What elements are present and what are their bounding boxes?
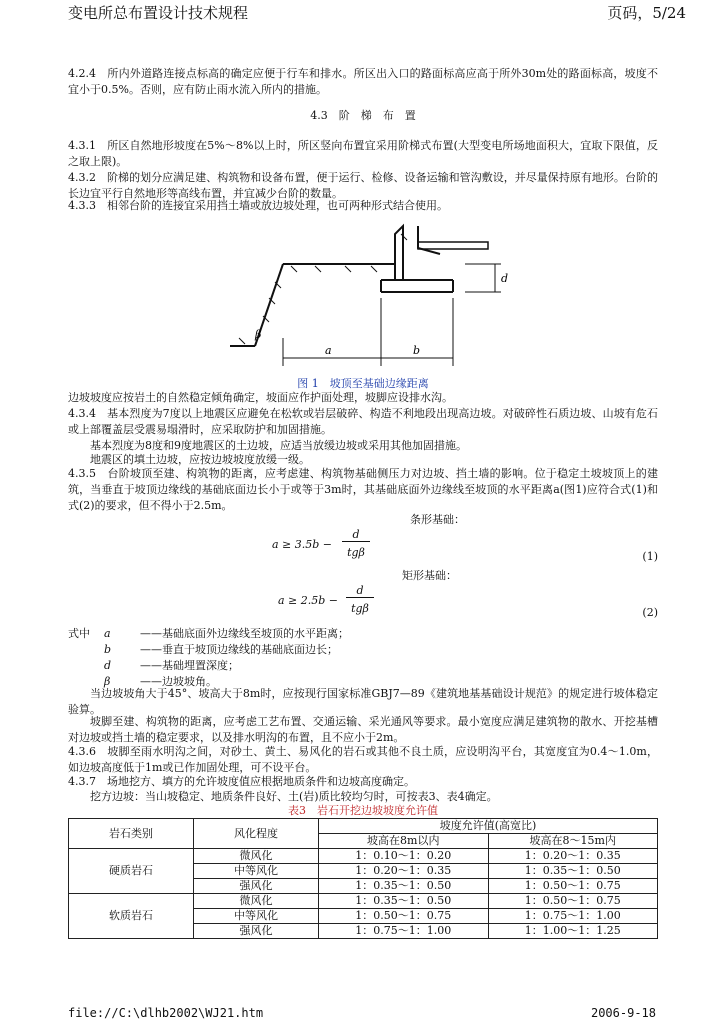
- eq2-number: (2): [642, 606, 658, 619]
- page-number: 页码，5/24: [607, 4, 686, 22]
- header-weathering: 风化程度: [194, 819, 319, 849]
- header-under-8m: 坡高在8m以内: [319, 834, 489, 849]
- section-title: 4.3 阶 梯 布 置: [310, 109, 416, 122]
- table-header-row: [69, 819, 658, 834]
- file-path: file://C:\dlhb2002\WJ21.htm: [68, 1006, 264, 1020]
- page-header: [0, 0, 724, 22]
- cell-weathering: 微风化: [194, 894, 319, 909]
- where-text: ——基础埋置深度；: [140, 659, 239, 672]
- where-item: [104, 642, 584, 658]
- label-d: d: [501, 272, 509, 285]
- header-rock-type: 岩石类别: [69, 819, 194, 849]
- label-a: a: [325, 344, 332, 357]
- eq2-denominator: tgβ: [351, 602, 369, 615]
- para-4-3-5: 4.3.5 台阶坡顶至建、构筑物的距离，应考虑建、构筑物基础侧压力对边坡、挡土墙的影响。位于稳定土坡坡顶上的建筑，当垂直于坡顶边缘线的基础底面边长小于或等于3m时，其基础底面外边缘线至坡顶的水平距离a(图1)应符合式(1)和式(2)的要求，但不得小于2.5m。: [68, 467, 658, 512]
- cell-value: 1：0.75～1：1.00: [319, 924, 489, 939]
- para-4-3-2: 4.3.2 阶梯的划分应满足建、构筑物和设备布置，便于运行、检修、设备运输和管沟敷设，并尽量保持原有地形。台阶的长边宜平行自然地形等高线布置，并宜减少台阶的数量。: [68, 171, 658, 200]
- label-b: b: [413, 344, 421, 357]
- where-item: [104, 658, 584, 674]
- where-symbol: β: [104, 675, 111, 688]
- cell-value: 1：0.35～1：0.50: [319, 894, 489, 909]
- where-text: ——垂直于坡顶边缘线的基础底面边长；: [140, 643, 338, 656]
- cell-weathering: 微风化: [194, 849, 319, 864]
- cell-value: 1：0.50～1：0.75: [488, 894, 658, 909]
- cell-weathering: 中等风化: [194, 909, 319, 924]
- eq1-lhs: a ≥ 3.5b −: [272, 538, 333, 551]
- para-4-3-4b: 基本烈度为8度和9度地震区的土边坡，应适当放缓边坡或采用其他加固措施。: [90, 439, 467, 452]
- where-text: ——基础底面外边缘线至坡顶的水平距离；: [140, 627, 349, 640]
- cell-value: 1：0.75～1：1.00: [488, 909, 658, 924]
- cell-weathering: 中等风化: [194, 864, 319, 879]
- cell-value: 1：0.50～1：0.75: [319, 909, 489, 924]
- eq2-lhs: a ≥ 2.5b −: [278, 594, 339, 607]
- slope-diagram: [225, 218, 525, 370]
- eq1-numerator: d: [342, 528, 370, 542]
- group-soft-rock: 软质岩石: [69, 894, 194, 939]
- where-item: [104, 626, 584, 642]
- para-4-3-4: 4.3.4 基本烈度为7度以上地震区应避免在松软或岩层破碎、构造不利地段出现高边坡。对破碎性石质边坡、山坡有危石或上部覆盖层受震易塌滑时，应采取防护和加固措施。: [68, 407, 658, 436]
- label-beta: β: [255, 328, 262, 341]
- where-symbol: b: [104, 643, 112, 656]
- eq2-numerator: d: [346, 584, 374, 598]
- para-4-3-6: 4.3.6 坡脚至雨水明沟之间，对砂土、黄土、易风化的岩石或其他不良土质，应设明沟平台，其宽度宜为0.4～1.0m，如边坡高度低于1m或已作加固处理，可不设平台。: [68, 745, 658, 774]
- table-row: [69, 849, 658, 864]
- cell-value: 1：0.50～1：0.75: [488, 879, 658, 894]
- where-symbol: d: [104, 659, 112, 672]
- where-intro: 式中: [68, 627, 90, 640]
- para-4-3-1: 4.3.1 所区自然地形坡度在5%～8%以上时，所区竖向布置宜采用阶梯式布置(大型变电所场地面积大，宜取下限值，反之取上限)。: [68, 139, 658, 168]
- figure-caption: 图 1 坡顶至基础边缘距离: [297, 377, 429, 390]
- para-4-3-4c: 地震区的填土边坡，应按边坡坡度放缓一级。: [90, 453, 310, 466]
- eq1-number: (1): [642, 550, 658, 563]
- print-date: 2006-9-18: [590, 1006, 656, 1020]
- group-hard-rock: 硬质岩石: [69, 849, 194, 894]
- where-symbol: a: [104, 627, 111, 640]
- para-45deg: 当边坡坡角大于45°、坡高大于8m时，应按现行国家标准GBJ7—89《建筑地基基础设计规范》的规定进行坡体稳定验算。: [68, 687, 658, 716]
- header-allowable: 坡度允许值(高宽比): [319, 819, 658, 834]
- eq2-label: 矩形基础：: [402, 569, 457, 582]
- cell-value: 1：0.35～1：0.50: [319, 879, 489, 894]
- cell-value: 1：0.10～1：0.20: [319, 849, 489, 864]
- para-4-3-3: 4.3.3 相邻台阶的连接宜采用挡土墙或放边坡处理，也可两种形式结合使用。: [68, 199, 448, 212]
- cell-value: 1：0.35～1：0.50: [488, 864, 658, 879]
- slope-table: [68, 818, 658, 939]
- para-4-3-7: 4.3.7 场地挖方、填方的允许坡度值应根据地质条件和边坡高度确定。: [68, 775, 415, 788]
- where-text: ——边坡坡角。: [140, 675, 217, 688]
- table-caption: 表3 岩石开挖边坡坡度允许值: [288, 804, 438, 817]
- page-footer: [68, 1006, 656, 1020]
- para-4-2-4: 4.2.4 所内外道路连接点标高的确定应便于行车和排水。所区出入口的路面标高应高于所外30m处的路面标高，坡度不宜小于0.5%。否则，应有防止雨水流入所内的措施。: [68, 67, 658, 96]
- para-slope: 边坡坡度应按岩土的自然稳定倾角确定，坡面应作护面处理，坡脚应设排水沟。: [68, 391, 453, 404]
- cell-weathering: 强风化: [194, 879, 319, 894]
- eq1-label: 条形基础：: [410, 513, 465, 526]
- cell-value: 1：0.20～1：0.35: [488, 849, 658, 864]
- header-8-15m: 坡高在8～15m内: [488, 834, 658, 849]
- cell-weathering: 强风化: [194, 924, 319, 939]
- table-row: [69, 894, 658, 909]
- para-foot: 坡脚至建、构筑物的距离，应考虑工艺布置、交通运输、采光通风等要求。最小宽度应满足建筑物的散水、开挖基槽对边坡或挡土墙的稳定要求，以及排水明沟的布置，且不应小于2m。: [68, 715, 658, 744]
- para-4-3-7b: 挖方边坡：当山坡稳定、地质条件良好、土(岩)质比较均匀时，可按表3、表4确定。: [90, 790, 498, 803]
- cell-value: 1：1.00～1：1.25: [488, 924, 658, 939]
- cell-value: 1：0.20～1：0.35: [319, 864, 489, 879]
- eq1-denominator: tgβ: [347, 546, 365, 559]
- doc-title: 变电所总布置设计技术规程: [68, 4, 249, 22]
